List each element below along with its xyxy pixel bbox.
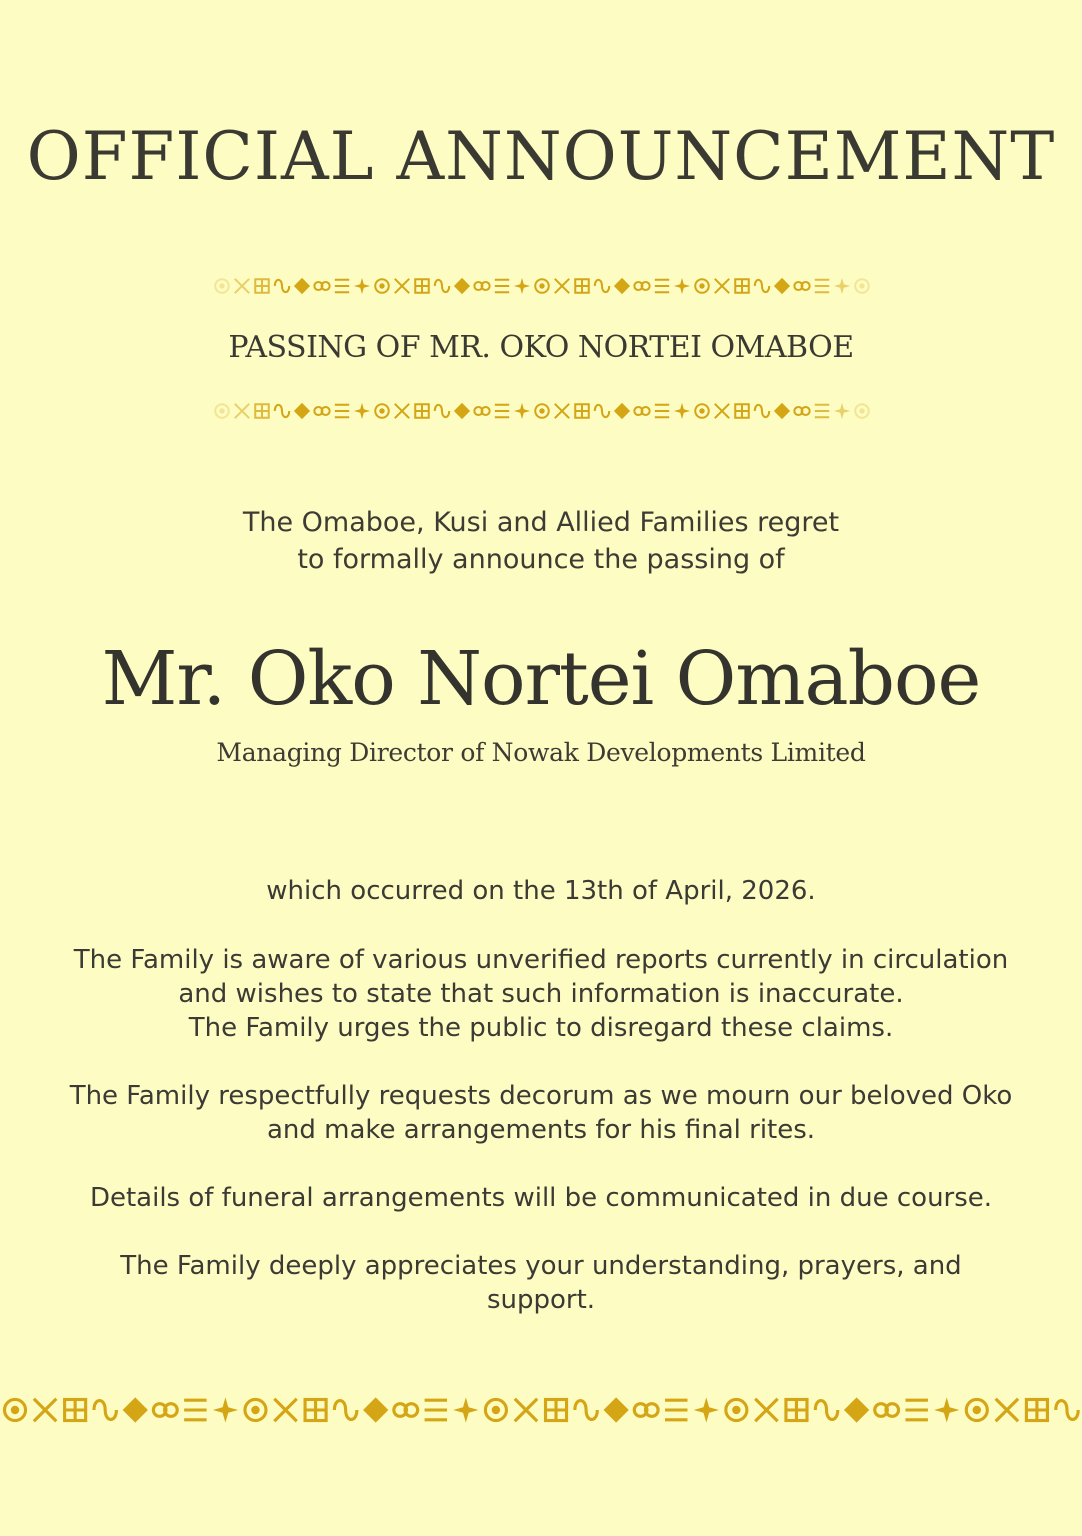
intro-line: to formally announce the passing of — [297, 544, 785, 575]
adinkra-symbol-icon — [614, 278, 630, 294]
adinkra-symbol-icon — [514, 278, 530, 294]
adinkra-symbol-icon — [474, 282, 489, 290]
adinkra-symbol-icon — [435, 280, 449, 292]
adinkra-symbol-icon — [634, 282, 649, 290]
adinkra-symbol-icon — [395, 279, 409, 293]
adinkra-symbol-icon — [735, 404, 749, 418]
adinkra-symbol-icon — [235, 404, 249, 418]
adinkra-symbol-icon — [255, 279, 269, 293]
adinkra-symbol-icon — [425, 1400, 447, 1420]
announcement-subtitle: PASSING OF MR. OKO NORTEI OMABOE — [228, 330, 854, 365]
adinkra-symbol-icon — [245, 1399, 266, 1420]
adinkra-symbol-icon — [614, 403, 630, 419]
adinkra-symbol-icon — [454, 403, 470, 419]
adinkra-symbol-icon — [735, 279, 749, 293]
adinkra-symbol-icon — [375, 279, 389, 293]
adinkra-border-icon — [212, 276, 872, 296]
adinkra-symbol-icon — [305, 1399, 326, 1420]
adinkra-symbol-icon — [94, 1401, 116, 1420]
thanks-paragraph — [0, 1249, 1082, 1317]
adinkra-symbol-icon — [546, 1399, 567, 1420]
paragraph-line: The Family is aware of various unverified reports currently in circulation — [73, 945, 1009, 975]
adinkra-symbol-icon — [755, 280, 769, 292]
adinkra-symbol-icon — [815, 280, 829, 293]
adinkra-symbol-icon — [755, 405, 769, 417]
adinkra-symbol-icon — [715, 279, 729, 293]
adinkra-symbol-icon — [875, 1404, 899, 1417]
adinkra-symbol-icon — [966, 1399, 987, 1420]
adinkra-symbol-icon — [535, 279, 549, 293]
page-title: OFFICIAL ANNOUNCEMENT — [26, 118, 1056, 195]
adinkra-symbol-icon — [634, 407, 649, 415]
adinkra-symbol-icon — [726, 1399, 747, 1420]
paragraph-line: which occurred on the 13th of April, 2026. — [266, 876, 816, 906]
adinkra-symbol-icon — [415, 404, 429, 418]
adinkra-symbol-icon — [123, 1397, 148, 1422]
adinkra-symbol-icon — [415, 279, 429, 293]
adinkra-symbol-icon — [934, 1397, 959, 1422]
adinkra-symbol-icon — [215, 279, 229, 293]
adinkra-border-icon — [0, 1394, 1082, 1426]
adinkra-symbol-icon — [555, 279, 569, 293]
adinkra-symbol-icon — [774, 278, 790, 294]
adinkra-symbol-icon — [495, 280, 509, 293]
adinkra-symbol-icon — [485, 1399, 506, 1420]
adinkra-symbol-icon — [575, 1401, 597, 1420]
adinkra-symbol-icon — [794, 282, 809, 290]
adinkra-symbol-icon — [334, 1401, 356, 1420]
adinkra-symbol-icon — [815, 1401, 837, 1420]
adinkra-symbol-icon — [354, 278, 370, 294]
adinkra-symbol-icon — [363, 1397, 388, 1422]
adinkra-symbol-icon — [474, 407, 489, 415]
adinkra-symbol-icon — [655, 405, 669, 418]
adinkra-symbol-icon — [153, 1404, 177, 1417]
adinkra-symbol-icon — [435, 405, 449, 417]
deceased-role: Managing Director of Nowak Developments Limited — [216, 738, 866, 767]
adinkra-symbol-icon — [634, 1404, 658, 1417]
adinkra-symbol-icon — [274, 1399, 296, 1421]
adinkra-symbol-icon — [335, 405, 349, 418]
adinkra-symbol-icon — [1026, 1399, 1047, 1420]
adinkra-symbol-icon — [394, 1404, 418, 1417]
paragraph-line: Details of funeral arrangements will be communicated in due course. — [89, 1183, 993, 1213]
adinkra-symbol-icon — [715, 404, 729, 418]
adinkra-symbol-icon — [5, 1399, 26, 1420]
adinkra-symbol-icon — [535, 404, 549, 418]
paragraph-line: and wishes to state that such information is inaccurate. — [178, 979, 904, 1009]
adinkra-symbol-icon — [794, 407, 809, 415]
date-paragraph — [0, 874, 1082, 908]
paragraph-line: and make arrangements for his final rites. — [266, 1115, 816, 1145]
adinkra-symbol-icon — [674, 403, 690, 419]
adinkra-border-icon — [212, 401, 872, 421]
adinkra-symbol-icon — [1056, 1401, 1078, 1420]
adinkra-symbol-icon — [514, 403, 530, 419]
adinkra-symbol-icon — [314, 282, 329, 290]
adinkra-symbol-icon — [184, 1400, 206, 1420]
adinkra-symbol-icon — [495, 405, 509, 418]
adinkra-symbol-icon — [834, 278, 850, 294]
adinkra-symbol-icon — [354, 403, 370, 419]
adinkra-symbol-icon — [755, 1399, 777, 1421]
adinkra-symbol-icon — [905, 1400, 927, 1420]
adinkra-symbol-icon — [335, 280, 349, 293]
deceased-name: Mr. Oko Nortei Omaboe — [101, 636, 981, 722]
intro-text — [0, 504, 1082, 578]
adinkra-symbol-icon — [575, 279, 589, 293]
adinkra-symbol-icon — [275, 280, 289, 292]
adinkra-symbol-icon — [786, 1399, 807, 1420]
adinkra-symbol-icon — [65, 1399, 86, 1420]
adinkra-symbol-icon — [655, 280, 669, 293]
adinkra-symbol-icon — [604, 1397, 629, 1422]
adinkra-symbol-icon — [294, 278, 310, 294]
adinkra-symbol-icon — [855, 279, 869, 293]
adinkra-symbol-icon — [294, 403, 310, 419]
funeral-paragraph — [0, 1181, 1082, 1215]
adinkra-symbol-icon — [235, 279, 249, 293]
adinkra-symbol-icon — [844, 1397, 869, 1422]
adinkra-symbol-icon — [695, 404, 709, 418]
adinkra-symbol-icon — [215, 404, 229, 418]
adinkra-symbol-icon — [454, 278, 470, 294]
reports-paragraph — [0, 943, 1082, 1045]
adinkra-symbol-icon — [555, 404, 569, 418]
adinkra-symbol-icon — [694, 1397, 719, 1422]
paragraph-line: The Family respectfully requests decorum as we mourn our beloved Oko — [69, 1081, 1013, 1111]
adinkra-symbol-icon — [575, 404, 589, 418]
adinkra-symbol-icon — [996, 1399, 1018, 1421]
paragraph-line: The Family deeply appreciates your understanding, prayers, and — [120, 1251, 962, 1281]
adinkra-symbol-icon — [665, 1400, 687, 1420]
adinkra-symbol-icon — [255, 404, 269, 418]
adinkra-symbol-icon — [213, 1397, 238, 1422]
adinkra-symbol-icon — [674, 278, 690, 294]
adinkra-symbol-icon — [595, 280, 609, 292]
adinkra-symbol-icon — [595, 405, 609, 417]
decorum-paragraph — [0, 1079, 1082, 1147]
paragraph-line: The Family urges the public to disregard these claims. — [188, 1013, 894, 1043]
adinkra-symbol-icon — [34, 1399, 56, 1421]
paragraph-line: support. — [486, 1285, 596, 1315]
adinkra-symbol-icon — [314, 407, 329, 415]
adinkra-symbol-icon — [774, 403, 790, 419]
adinkra-symbol-icon — [395, 404, 409, 418]
adinkra-symbol-icon — [815, 405, 829, 418]
adinkra-symbol-icon — [375, 404, 389, 418]
adinkra-symbol-icon — [453, 1397, 478, 1422]
adinkra-symbol-icon — [515, 1399, 537, 1421]
intro-line: The Omaboe, Kusi and Allied Families regret — [242, 507, 840, 538]
adinkra-symbol-icon — [275, 405, 289, 417]
adinkra-symbol-icon — [834, 403, 850, 419]
adinkra-symbol-icon — [855, 404, 869, 418]
adinkra-symbol-icon — [695, 279, 709, 293]
